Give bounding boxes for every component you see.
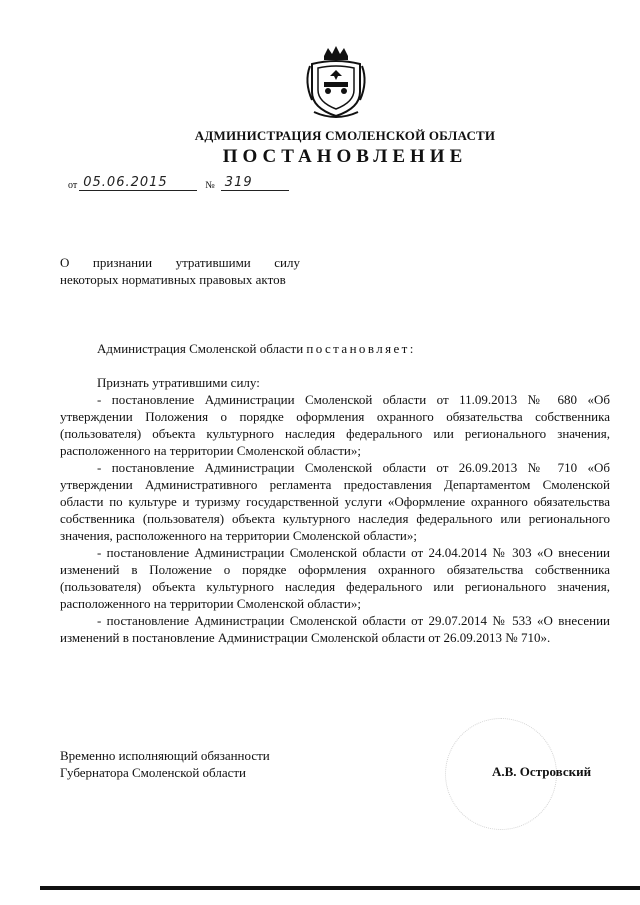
- intro-line: Признать утратившими силу:: [97, 375, 260, 390]
- preamble-prefix: Администрация Смоленской области: [97, 341, 307, 356]
- signatory-position: [60, 747, 270, 781]
- date-number-line: [68, 176, 289, 191]
- position-line-1: Временно исполняющий обязанности: [60, 748, 270, 763]
- date-value: 05.06.2015: [79, 176, 197, 191]
- list-item: - постановление Администрации Смоленской области от 26.09.2013 № 710 «Об утверждении Административного регламента предоставления Департаментом Смоленской области по культуре и туризму государственной услуги «Оформление охранного обязательства собственника (пользователя) объекта культурного наследия федерального или регионального значения, расположенного на территории Смоленской области»;: [60, 460, 610, 543]
- list-item: - постановление Администрации Смоленской области от 24.04.2014 № 303 «О внесении изменений в Положение о порядке оформления охранного обязательства собственника (пользователя) объекта культурного наследия федерального или регионального значения, расположенного на территории Смоленской области»;: [60, 545, 610, 611]
- coat-of-arms-icon: [300, 42, 372, 122]
- list-item: - постановление Администрации Смоленской области от 29.07.2014 № 533 «О внесении изменений в постановление Администрации Смоленской области от 26.09.2013 № 710».: [60, 613, 610, 645]
- number-label: №: [205, 180, 215, 191]
- date-label: от: [68, 180, 78, 191]
- document-type: ПОСТАНОВЛЕНИЕ: [222, 146, 468, 167]
- preamble-verb: постановляет:: [306, 341, 416, 356]
- preamble: [60, 340, 610, 357]
- document-body: [60, 340, 610, 646]
- signatory-name: А.В. Островский: [492, 764, 592, 779]
- organization-name: АДМИНИСТРАЦИЯ СМОЛЕНСКОЙ ОБЛАСТИ: [194, 128, 496, 143]
- position-line-2: Губернатора Смоленской области: [60, 765, 247, 780]
- document-subject: О признании утратившими силу некоторых нормативных правовых актов: [60, 255, 300, 287]
- list-item: - постановление Администрации Смоленской области от 11.09.2013 № 680 «Об утверждении Положения о порядке оформления охранного обязательства собственника (пользователя) объекта культурного наследия федерального или регионального значения, расположенного на территории Смоленской области»;: [60, 392, 610, 458]
- bottom-rule: [40, 886, 640, 890]
- number-value: 319: [221, 176, 289, 191]
